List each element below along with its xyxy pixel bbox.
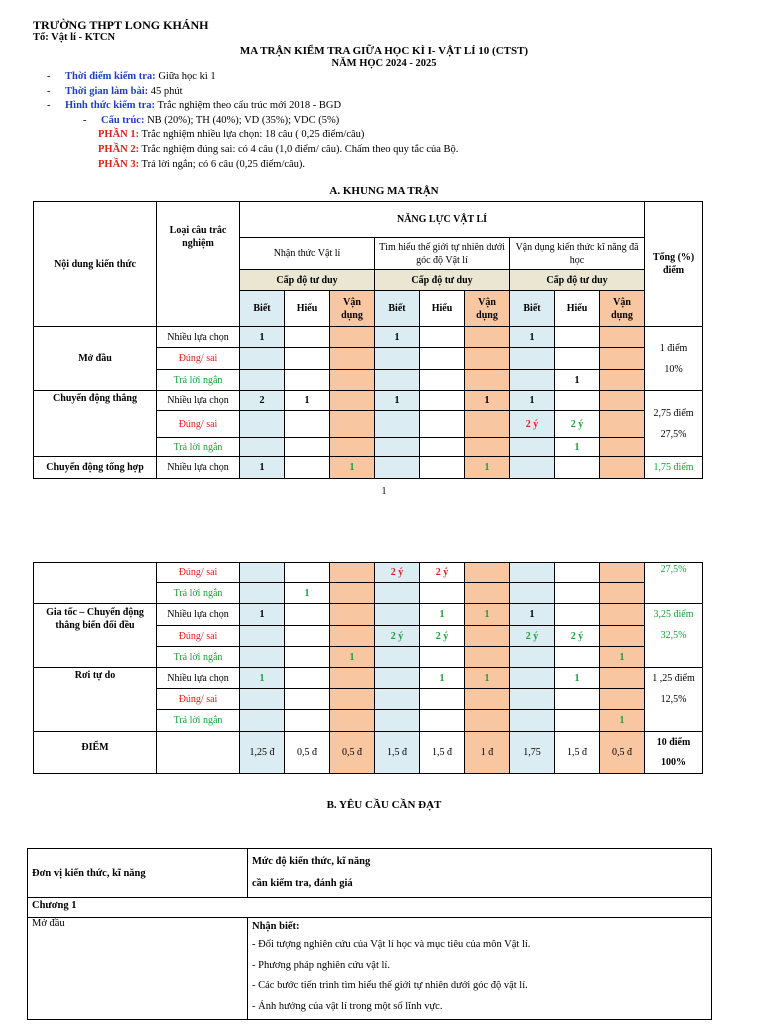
part2-value: Trắc nghiệm đúng sai: có 4 câu (1,0 điểm/ câu). Chấm theo quy tắc của Bộ. (139, 143, 459, 155)
header-biet: Biết (375, 291, 420, 327)
unit-intro-requirements (248, 918, 712, 1020)
sum-cell: 1 đ (465, 732, 510, 774)
cell (600, 411, 645, 438)
cell (330, 626, 375, 647)
type-true-false: Đúng/ sai (157, 689, 240, 710)
cell (240, 563, 285, 583)
sum-points: 10 điểm (656, 736, 691, 748)
cell (330, 348, 375, 370)
cell (330, 391, 375, 411)
cell (420, 370, 465, 391)
type-true-false: Đúng/ sai (157, 626, 240, 647)
cell (600, 563, 645, 583)
type-short-answer: Trả lời ngắn (157, 647, 240, 668)
cell (600, 604, 645, 626)
cell (285, 411, 330, 438)
cell (330, 668, 375, 689)
total-points: 2,75 điểm (653, 407, 694, 419)
cell (375, 411, 420, 438)
part2-label: PHẦN 2: (98, 143, 140, 155)
cell: 1 (465, 457, 510, 479)
cell (600, 370, 645, 391)
cell (375, 604, 420, 626)
cell (465, 647, 510, 668)
requirement-item: - Đối tượng nghiên cứu của Vật lí học và mục tiêu của môn Vật lí. (252, 939, 531, 950)
cell (285, 626, 330, 647)
cell (375, 647, 420, 668)
cell (285, 348, 330, 370)
cell (375, 668, 420, 689)
type-short-answer: Trả lời ngắn (157, 438, 240, 457)
cell (600, 689, 645, 710)
header-biet: Biết (510, 291, 555, 327)
cell (600, 327, 645, 348)
requirement-item: - Phương pháp nghiên cứu vật lí. (252, 959, 390, 971)
cell (375, 370, 420, 391)
cell (600, 457, 645, 479)
cell: 1 (420, 604, 465, 626)
header-content: Nội dung kiến thức (34, 202, 157, 327)
department-name: Tổ: Vật lí - KTCN (33, 32, 116, 43)
section-a-title: A. KHUNG MA TRẬN (329, 185, 439, 197)
cell (555, 710, 600, 732)
header-group-awareness: Nhận thức Vật lí (240, 238, 375, 270)
total-linear-motion (645, 391, 703, 457)
cell (285, 438, 330, 457)
cell (240, 583, 285, 604)
cell (420, 457, 465, 479)
cell (420, 391, 465, 411)
cell: 1 (285, 583, 330, 604)
total-combined-motion-percent: 27,5% (645, 563, 703, 604)
header-vandung: Vận dụng (600, 291, 645, 327)
cell: 1 (600, 710, 645, 732)
cell (600, 626, 645, 647)
cell (285, 327, 330, 348)
header-hieu: Hiểu (420, 291, 465, 327)
header-level-line1: Mức độ kiến thức, kĩ năng (252, 856, 371, 867)
cell (510, 563, 555, 583)
cell: 1 (465, 391, 510, 411)
cell (420, 647, 465, 668)
topic-intro: Mở đầu (34, 327, 157, 391)
cell (285, 604, 330, 626)
topic-combined-motion: Chuyển động tổng hợp (34, 457, 157, 479)
cell (600, 668, 645, 689)
cell (510, 457, 555, 479)
total-percent: 27,5% (660, 428, 687, 440)
cell (240, 689, 285, 710)
header-biet: Biết (240, 291, 285, 327)
cell: 1 (510, 391, 555, 411)
section-b-title: B. YÊU CẦU CẦN ĐẠT (326, 799, 442, 811)
cell: 1 (375, 391, 420, 411)
cell (285, 370, 330, 391)
header-level-line2: cần kiểm tra, đánh giá (252, 878, 353, 889)
cell: 1 (465, 604, 510, 626)
cell (330, 563, 375, 583)
chapter-row: Chương 1 (28, 898, 712, 918)
cell (157, 732, 240, 774)
cell (375, 710, 420, 732)
part1-label: PHẦN 1: (98, 129, 140, 141)
part3-value: Trả lời ngắn; có 6 câu (0,25 điểm/câu). (139, 158, 306, 170)
cell (555, 604, 600, 626)
sum-cell: 0,5 đ (600, 732, 645, 774)
unit-intro: Mở đầu (28, 918, 248, 1020)
cell: 1 (555, 668, 600, 689)
cell: 1 (510, 604, 555, 626)
cell: 1 (375, 327, 420, 348)
header-level-3: Cấp độ tư duy (510, 270, 645, 291)
type-mcq: Nhiều lựa chọn (157, 457, 240, 479)
cell (375, 438, 420, 457)
cell (285, 647, 330, 668)
time-value: Giữa học kì 1 (155, 71, 216, 82)
total-acceleration (645, 604, 703, 668)
cell: 1 (510, 327, 555, 348)
cell (465, 327, 510, 348)
cell (510, 583, 555, 604)
matrix-table-page1 (33, 201, 703, 479)
cell: 1 (240, 457, 285, 479)
header-level-1: Cấp độ tư duy (240, 270, 375, 291)
cell (240, 710, 285, 732)
cell (240, 626, 285, 647)
cell (465, 689, 510, 710)
total-points: 3,25 điểm (653, 609, 694, 620)
cell (555, 647, 600, 668)
type-true-false: Đúng/ sai (157, 563, 240, 583)
cell (510, 438, 555, 457)
cell: 1 (285, 391, 330, 411)
total-free-fall (645, 668, 703, 732)
cell (285, 710, 330, 732)
cell (330, 583, 375, 604)
time-label: Thời điểm kiểm tra: (65, 71, 156, 82)
sum-label: ĐIỂM (34, 732, 157, 774)
cell (465, 710, 510, 732)
cell (465, 411, 510, 438)
cell (600, 391, 645, 411)
format-value: Trắc nghiệm theo cấu trúc mới 2018 - BGD (155, 100, 342, 112)
cell (420, 438, 465, 457)
cell (555, 689, 600, 710)
cell: 2 ý (375, 626, 420, 647)
total-combined-motion: 1,75 điểm (645, 457, 703, 479)
cell: 2 ý (510, 411, 555, 438)
structure-value: NB (20%); TH (40%); VD (35%); VDC (5%) (144, 114, 340, 126)
nhan-biet-label: Nhận biết: (252, 921, 300, 932)
duration-label: Thời gian làm bài: (65, 85, 149, 97)
matrix-table-page2 (33, 562, 703, 774)
cell: 1 (555, 438, 600, 457)
type-mcq: Nhiều lựa chọn (157, 327, 240, 348)
cell (465, 438, 510, 457)
cell (420, 411, 465, 438)
cell (330, 327, 375, 348)
type-short-answer: Trả lời ngắn (157, 710, 240, 732)
cell (330, 689, 375, 710)
school-name: TRƯỜNG THPT LONG KHÁNH (33, 18, 209, 32)
cell (285, 457, 330, 479)
structure-label: Cấu trúc: (101, 114, 145, 126)
cell (420, 583, 465, 604)
cell: 1 (330, 647, 375, 668)
topic-acceleration: Gia tốc – Chuyển động thẳng biến đổi đều (34, 604, 157, 668)
cell (330, 438, 375, 457)
cell (240, 647, 285, 668)
cell (420, 689, 465, 710)
requirements-table (27, 848, 712, 1020)
page-number: 1 (381, 486, 387, 497)
school-year: NĂM HỌC 2024 - 2025 (331, 58, 437, 69)
header-question-type: Loại câu trắc nghiệm (157, 202, 240, 327)
cell (420, 348, 465, 370)
cell (375, 583, 420, 604)
format-label: Hình thức kiểm tra: (65, 100, 156, 112)
cell (420, 327, 465, 348)
cell (555, 391, 600, 411)
cell (555, 583, 600, 604)
cell (510, 689, 555, 710)
type-mcq: Nhiều lựa chọn (157, 391, 240, 411)
total-intro (645, 327, 703, 391)
cell (510, 647, 555, 668)
cell: 2 ý (555, 411, 600, 438)
sum-cell: 1,75 (510, 732, 555, 774)
cell (510, 370, 555, 391)
topic-linear-motion: Chuyển động thẳng (34, 391, 157, 457)
type-short-answer: Trả lời ngắn (157, 370, 240, 391)
topic-combined-motion-cont (34, 563, 157, 604)
requirement-item: - Ảnh hưởng của vật lí trong một số lĩnh vực. (252, 1000, 443, 1012)
header-competence: NĂNG LỰC VẬT LÍ (240, 202, 645, 238)
sum-cell: 1,5 đ (420, 732, 465, 774)
cell (285, 668, 330, 689)
cell (465, 626, 510, 647)
cell (465, 370, 510, 391)
cell (240, 370, 285, 391)
cell: 2 (240, 391, 285, 411)
cell (510, 668, 555, 689)
cell (555, 457, 600, 479)
type-mcq: Nhiều lựa chọn (157, 604, 240, 626)
part3-label: PHẦN 3: (98, 158, 140, 170)
cell (375, 348, 420, 370)
part1-value: Trắc nghiệm nhiều lựa chọn: 18 câu ( 0,25 điểm/câu) (139, 129, 365, 141)
type-true-false: Đúng/ sai (157, 411, 240, 438)
type-mcq: Nhiều lựa chọn (157, 668, 240, 689)
cell (510, 710, 555, 732)
cell: 1 (240, 604, 285, 626)
cell (330, 604, 375, 626)
total-percent: 32,5% (660, 630, 687, 641)
sum-cell: 0,5 đ (330, 732, 375, 774)
cell (285, 689, 330, 710)
cell: 2 ý (510, 626, 555, 647)
cell (330, 411, 375, 438)
duration-value: 45 phút (148, 85, 183, 97)
cell (555, 563, 600, 583)
header-vandung: Vận dụng (465, 291, 510, 327)
type-true-false: Đúng/ sai (157, 348, 240, 370)
cell (600, 583, 645, 604)
cell: 2 ý (375, 563, 420, 583)
header-hieu: Hiểu (555, 291, 600, 327)
cell: 2 ý (420, 563, 465, 583)
cell (240, 438, 285, 457)
requirement-item: - Các bước tiến trình tìm hiểu thế giới tự nhiên dưới góc độ vật lí. (252, 980, 528, 991)
sum-cell: 1,5 đ (555, 732, 600, 774)
cell: 1 (240, 668, 285, 689)
document-title: MA TRẬN KIỂM TRA GIỮA HỌC KÌ I- VẬT LÍ 10 (CTST) (239, 45, 529, 57)
header-total: Tổng (%) điểm (645, 202, 703, 327)
total-points: 1 ,25 điểm (652, 673, 695, 684)
cell (375, 689, 420, 710)
sum-cell: 1,25 đ (240, 732, 285, 774)
cell: 2 ý (555, 626, 600, 647)
cell (285, 563, 330, 583)
header-knowledge-level (248, 849, 712, 898)
cell: 1 (600, 647, 645, 668)
cell: 1 (420, 668, 465, 689)
cell (420, 710, 465, 732)
type-short-answer: Trả lời ngắn (157, 583, 240, 604)
sum-cell: 0,5 đ (285, 732, 330, 774)
cell: 2 ý (420, 626, 465, 647)
total-percent: 10% (664, 363, 683, 375)
cell (555, 327, 600, 348)
cell (600, 348, 645, 370)
cell (240, 348, 285, 370)
topic-free-fall: Rơi tự do (34, 668, 157, 732)
cell (240, 411, 285, 438)
header-group-explore: Tìm hiểu thế giới tự nhiên dưới góc độ Vật lí (375, 238, 510, 270)
cell (600, 438, 645, 457)
cell: 1 (465, 668, 510, 689)
total-percent: 12,5% (660, 694, 687, 705)
sum-cell: 1,5 đ (375, 732, 420, 774)
cell: 1 (555, 370, 600, 391)
cell (375, 457, 420, 479)
header-hieu: Hiểu (285, 291, 330, 327)
cell (465, 583, 510, 604)
cell: 1 (240, 327, 285, 348)
cell (465, 348, 510, 370)
cell (465, 563, 510, 583)
cell (330, 370, 375, 391)
header-knowledge-unit: Đơn vị kiến thức, kĩ năng (28, 849, 248, 898)
sum-total (645, 732, 703, 774)
exam-info: - Thời điểm kiểm tra: Giữa học kì 1 - Thời gian làm bài: 45 phút - Hình thức kiểm tra: Trắc nghiệm theo cấu trúc mới 2018 - BGD - Cấu trúc: NB (20%); TH (40%); VD (35%); VDC (5%) PHẦN 1: Trắc nghiệm nhiều lựa chọn: 18 câu ( 0,25 điểm/câu) PHẦN 2: Trắc nghiệm đúng sai: có 4 câu (1,0 điểm/ câu). Chấm theo quy tắc của Bộ. PHẦN 3: Trả lời ngắn; có 6 câu (0,25 điểm/câu). (47, 71, 459, 170)
total-points: 1 điểm (659, 342, 688, 354)
cell (555, 348, 600, 370)
cell (510, 348, 555, 370)
sum-percent: 100% (661, 756, 686, 768)
header-level-2: Cấp độ tư duy (375, 270, 510, 291)
header-vandung: Vận dụng (330, 291, 375, 327)
cell: 1 (330, 457, 375, 479)
cell (330, 710, 375, 732)
header-group-apply: Vận dụng kiến thức kĩ năng đã học (510, 238, 645, 270)
